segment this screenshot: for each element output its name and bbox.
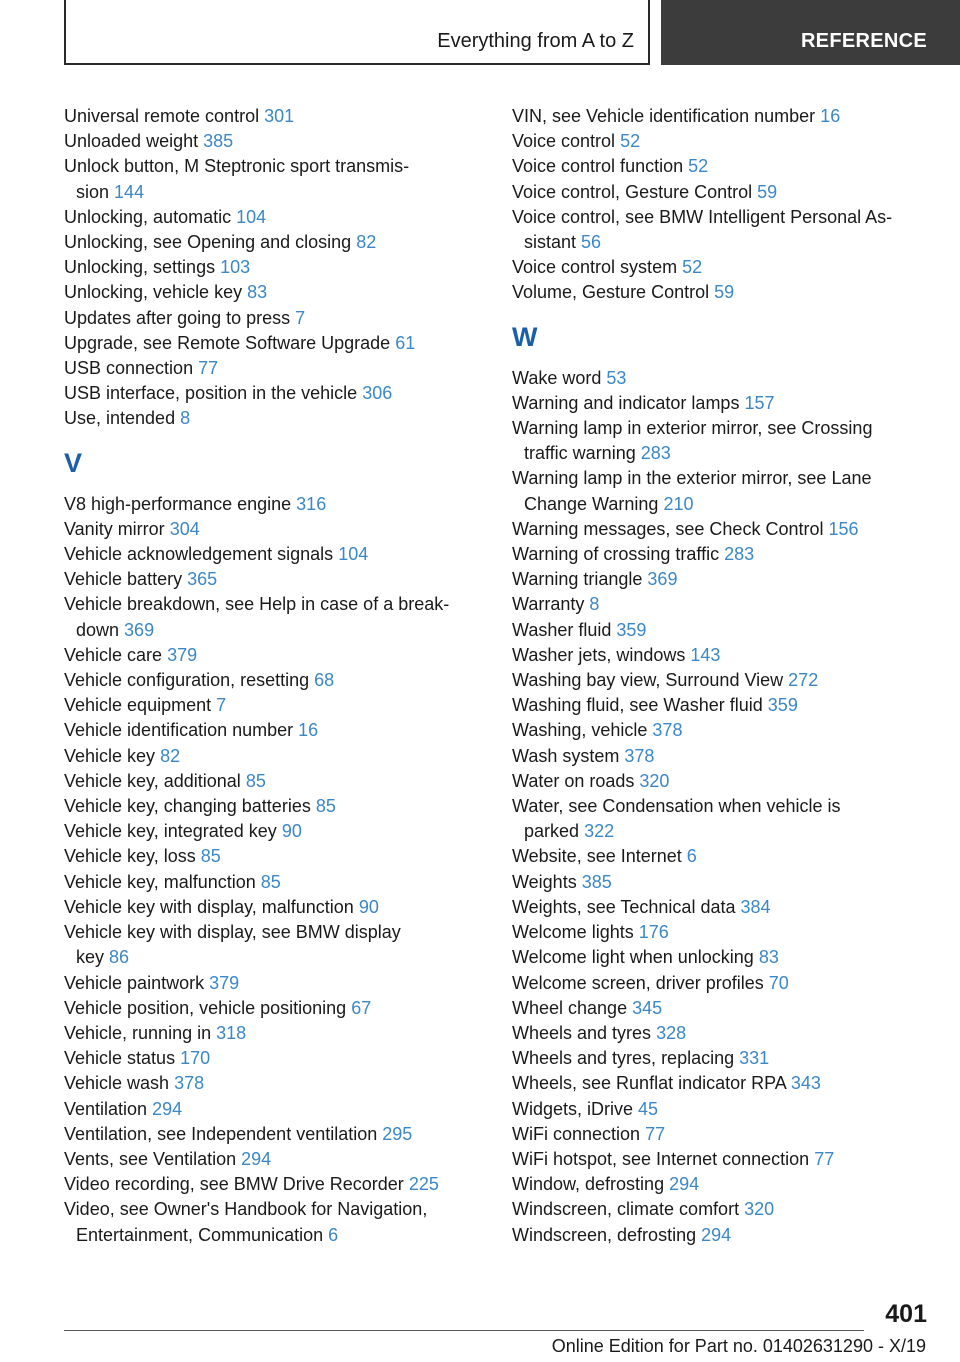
index-entry-text: Warning and indicator lamps — [512, 392, 740, 413]
index-entry — [512, 391, 932, 416]
page-reference-link[interactable]: 294 — [241, 1148, 272, 1169]
index-entry-text: Water, see Condensation when vehicle is — [512, 796, 841, 817]
index-entry — [64, 718, 474, 743]
index-entry — [64, 1147, 474, 1172]
page-reference-link[interactable]: 86 — [109, 947, 130, 968]
index-entry-text: Website, see Internet — [512, 846, 682, 867]
index-entry-text: key — [76, 947, 105, 968]
index-entry — [64, 819, 474, 844]
index-entry-text: Vehicle equipment — [64, 695, 212, 716]
index-entry-text: Wheels and tyres — [512, 1022, 652, 1043]
index-entry — [64, 1122, 474, 1147]
index-entry — [512, 1122, 932, 1147]
index-entry — [64, 230, 474, 255]
index-entry-text: Warning messages, see Check Control — [512, 518, 824, 539]
header-title-box — [64, 0, 650, 65]
index-entry-text: V8 high-performance engine — [64, 493, 292, 514]
index-entry — [512, 567, 932, 592]
index-entry-text: Vehicle wash — [64, 1073, 170, 1094]
index-entry-text: Vehicle key, changing batteries — [64, 796, 311, 817]
index-entry — [64, 744, 474, 769]
page-reference-link[interactable]: 294 — [152, 1098, 183, 1119]
index-entry — [512, 129, 932, 154]
page-reference-link[interactable]: 272 — [788, 670, 819, 691]
page-reference-link[interactable]: 16 — [820, 106, 841, 126]
index-entry — [512, 154, 932, 179]
page-reference-link[interactable]: 369 — [647, 569, 678, 590]
index-entry — [64, 492, 474, 517]
page-reference-link[interactable]: 45 — [638, 1098, 659, 1119]
index-entry — [512, 1197, 932, 1222]
index-entry — [512, 945, 932, 970]
index-entry-text: Welcome lights — [512, 922, 634, 943]
index-entry-text: Washing bay view, Surround View — [512, 670, 784, 691]
index-entry — [512, 971, 932, 996]
index-entry-text: traffic warning — [524, 443, 636, 464]
index-entry — [64, 331, 474, 356]
index-entry — [64, 844, 474, 869]
index-entry — [512, 996, 932, 1021]
page-reference-link[interactable]: 85 — [245, 770, 266, 791]
index-entry-text: Vehicle, running in — [64, 1022, 212, 1043]
index-entry-text: Upgrade, see Remote Software Upgrade — [64, 332, 391, 353]
page-reference-link[interactable]: 294 — [701, 1224, 732, 1245]
index-entry-text: Unloaded weight — [64, 131, 199, 152]
page-reference-link[interactable]: 77 — [198, 358, 219, 379]
index-entry-text: Entertainment, Communication — [76, 1224, 324, 1245]
index-entry-text: Warranty — [512, 594, 585, 615]
index-entry — [512, 517, 932, 542]
index-entry-text: USB connection — [64, 358, 194, 379]
index-entry-text: Ventilation — [64, 1098, 148, 1119]
page-reference-link[interactable]: 156 — [828, 518, 859, 539]
header-title: Everything from A to Z — [437, 30, 634, 52]
page-reference-link[interactable]: 6 — [328, 1224, 339, 1245]
index-entry — [512, 1097, 932, 1122]
index-entry-text: Vehicle key with display, see BMW display — [64, 922, 401, 943]
index-entry-text: Volume, Gesture Control — [512, 282, 710, 303]
index-entry — [512, 1046, 932, 1071]
index-entry-text: Ventilation, see Independent ventilation — [64, 1123, 378, 1144]
index-entry-text: Unlocking, automatic — [64, 206, 232, 227]
index-entry — [512, 668, 932, 693]
page-reference-link[interactable]: 369 — [124, 619, 155, 640]
index-entry-text: Wheels and tyres, replacing — [512, 1048, 735, 1069]
index-entry-text: Voice control function — [512, 156, 684, 177]
index-entry — [512, 280, 932, 305]
page-reference-link[interactable]: 225 — [408, 1174, 439, 1195]
page-reference-link[interactable]: 85 — [200, 846, 221, 867]
index-entry — [64, 920, 474, 970]
index-entry-text: down — [76, 619, 120, 640]
page-reference-link[interactable]: 359 — [767, 695, 798, 716]
index-entry-text: Unlock button, M Steptronic sport transmis- — [64, 156, 410, 177]
page-reference-link[interactable]: 103 — [220, 257, 251, 278]
index-entry-text: Vehicle position, vehicle positioning — [64, 997, 347, 1018]
index-entry — [64, 895, 474, 920]
index-entry-text: Vents, see Ventilation — [64, 1148, 237, 1169]
index-entry-text: Warning of crossing traffic — [512, 544, 720, 565]
index-entry — [512, 542, 932, 567]
index-entry-text: VIN, see Vehicle identification number — [512, 106, 816, 126]
index-entry-text: Vehicle acknowledgement signals — [64, 544, 334, 565]
index-entry-text: Video recording, see BMW Drive Recorder — [64, 1174, 404, 1195]
index-entry-text: Vehicle identification number — [64, 720, 294, 741]
index-entry-text: Washer jets, windows — [512, 644, 686, 665]
index-entry-text: Vehicle key, loss — [64, 846, 196, 867]
index-entry — [512, 1223, 932, 1248]
index-entry — [512, 466, 932, 516]
page-reference-link[interactable]: 85 — [260, 871, 281, 892]
index-entry-text: Vehicle breakdown, see Help in case of a break- — [64, 594, 450, 615]
index-entry-text: Wheels, see Runflat indicator RPA — [512, 1073, 786, 1094]
page-reference-link[interactable]: 77 — [814, 1148, 835, 1169]
page-reference-link[interactable]: 384 — [740, 896, 771, 917]
index-entry — [512, 844, 932, 869]
index-entry — [512, 1021, 932, 1046]
page-reference-link[interactable]: 294 — [669, 1174, 700, 1195]
index-entry — [512, 870, 932, 895]
page-reference-link[interactable]: 52 — [688, 156, 709, 177]
index-entry-text: Voice control, Gesture Control — [512, 181, 753, 202]
page-reference-link[interactable]: 90 — [358, 896, 379, 917]
page-reference-link[interactable]: 318 — [216, 1022, 247, 1043]
page-reference-link[interactable]: 378 — [174, 1073, 205, 1094]
footer-edition-text: Online Edition for Part no. 01402631290 - X/19 — [551, 1336, 926, 1356]
index-entry — [512, 255, 932, 280]
page-reference-link[interactable]: 304 — [169, 518, 200, 539]
header-section-label: REFERENCE — [800, 30, 927, 52]
index-entry — [64, 1097, 474, 1122]
index-entry-text: Windscreen, defrosting — [512, 1224, 697, 1245]
index-entry-text: Video, see Owner's Handbook for Navigation, — [64, 1199, 428, 1220]
index-entry-text: Vehicle care — [64, 644, 163, 665]
page-reference-link[interactable]: 283 — [724, 544, 755, 565]
page-reference-link[interactable]: 320 — [639, 770, 670, 791]
page-reference-link[interactable]: 328 — [656, 1022, 687, 1043]
page-reference-link[interactable]: 59 — [757, 181, 778, 202]
page-reference-link[interactable]: 104 — [338, 544, 369, 565]
index-entry-text: Vehicle paintwork — [64, 972, 205, 993]
page-reference-link[interactable]: 176 — [638, 922, 669, 943]
page-reference-link[interactable]: 61 — [395, 332, 416, 353]
page-reference-link[interactable]: 83 — [247, 282, 268, 303]
index-entry-text: WiFi connection — [512, 1123, 641, 1144]
index-entry-text: Washing fluid, see Washer fluid — [512, 695, 763, 716]
index-entry — [512, 1071, 932, 1096]
page-reference-link[interactable]: 210 — [663, 493, 694, 514]
index-entry-text: Weights — [512, 871, 577, 892]
page-reference-link[interactable]: 53 — [606, 367, 627, 388]
index-entry — [64, 356, 474, 381]
page-reference-link[interactable]: 378 — [652, 720, 683, 741]
index-entry — [64, 794, 474, 819]
index-entry — [64, 542, 474, 567]
index-entry — [64, 643, 474, 668]
index-entry — [64, 971, 474, 996]
index-entry-text: Washer fluid — [512, 619, 612, 640]
index-entry — [512, 920, 932, 945]
page-reference-link[interactable]: 52 — [620, 131, 641, 152]
index-entry-text: Windscreen, climate comfort — [512, 1199, 740, 1220]
footer-divider — [64, 1330, 864, 1331]
index-entry — [64, 567, 474, 592]
index-entry — [512, 769, 932, 794]
page-reference-link[interactable]: 104 — [236, 206, 267, 227]
index-entry — [512, 693, 932, 718]
index-entry — [64, 306, 474, 331]
index-entry-text: Updates after going to press — [64, 307, 291, 328]
page-reference-link[interactable]: 385 — [581, 871, 612, 892]
index-letter-heading: V — [64, 447, 83, 478]
page-reference-link[interactable]: 6 — [686, 846, 697, 867]
index-entry-text: Vehicle key, additional — [64, 770, 241, 791]
index-entry — [64, 517, 474, 542]
index-entry-text: Weights, see Technical data — [512, 896, 736, 917]
index-entry — [512, 718, 932, 743]
page-reference-link[interactable]: 68 — [314, 670, 335, 691]
index-entry — [64, 769, 474, 794]
index-entry-text: USB interface, position in the vehicle — [64, 383, 358, 404]
page-reference-link[interactable]: 77 — [645, 1123, 666, 1144]
index-entry-text: parked — [524, 821, 580, 842]
index-entry — [64, 154, 474, 204]
index-entry-text: Welcome screen, driver profiles — [512, 972, 764, 993]
index-entry — [64, 280, 474, 305]
index-entry-text: Vehicle key, integrated key — [64, 821, 277, 842]
index-entry — [64, 104, 474, 129]
index-entry — [512, 744, 932, 769]
index-entry-text: sistant — [524, 232, 577, 253]
index-entry-text: Washing, vehicle — [512, 720, 648, 741]
index-entry-text: Voice control — [512, 131, 616, 152]
index-entry — [512, 205, 932, 255]
header-section-box — [661, 0, 960, 65]
page-reference-link[interactable]: 320 — [744, 1199, 775, 1220]
page-reference-link[interactable]: 385 — [203, 131, 234, 152]
index-entry — [64, 406, 474, 431]
index-entry-text: Vehicle status — [64, 1048, 176, 1069]
page-reference-link[interactable]: 83 — [758, 947, 779, 968]
index-entry — [512, 1172, 932, 1197]
index-entry — [512, 643, 932, 668]
page-reference-link[interactable]: 343 — [790, 1073, 821, 1094]
page-reference-link[interactable]: 8 — [589, 594, 600, 615]
page-reference-link[interactable]: 378 — [624, 745, 655, 766]
index-entry — [64, 870, 474, 895]
page-reference-link[interactable]: 56 — [581, 232, 602, 253]
index-entry — [512, 1147, 932, 1172]
index-entry — [512, 592, 932, 617]
page-reference-link[interactable]: 283 — [640, 443, 671, 464]
index-entry — [512, 618, 932, 643]
index-entry-text: Window, defrosting — [512, 1174, 665, 1195]
page-reference-link[interactable]: 379 — [209, 972, 240, 993]
page-reference-link[interactable]: 365 — [187, 569, 218, 590]
index-entry-text: Universal remote control — [64, 106, 260, 126]
index-entry-text: Vehicle key — [64, 745, 156, 766]
index-entry-text: Water on roads — [512, 770, 635, 791]
page-reference-link[interactable]: 331 — [739, 1048, 770, 1069]
page-reference-link[interactable]: 8 — [180, 408, 191, 429]
index-entry-text: WiFi hotspot, see Internet connection — [512, 1148, 810, 1169]
index-entry-text: Use, intended — [64, 408, 176, 429]
index-entry — [512, 180, 932, 205]
index-entry — [512, 895, 932, 920]
index-entry-text: Change Warning — [524, 493, 659, 514]
index-entry — [512, 416, 932, 466]
index-entry-text: Vehicle key, malfunction — [64, 871, 256, 892]
index-entry-text: Voice control system — [512, 257, 678, 278]
index-entry-text: Wake word — [512, 367, 602, 388]
page-number: 401 — [885, 1300, 927, 1328]
index-column-right — [512, 104, 932, 1248]
index-entry — [512, 794, 932, 844]
page-reference-link[interactable]: 301 — [264, 106, 295, 126]
page-reference-link[interactable]: 345 — [632, 997, 663, 1018]
page-reference-link[interactable]: 379 — [167, 644, 198, 665]
index-entry-text: Vehicle key with display, malfunction — [64, 896, 354, 917]
page-reference-link[interactable]: 70 — [768, 972, 789, 993]
index-entry-text: Warning lamp in exterior mirror, see Crossing — [512, 418, 873, 439]
page-reference-link[interactable]: 157 — [744, 392, 775, 413]
page-reference-link[interactable]: 16 — [298, 720, 319, 741]
index-entry — [64, 996, 474, 1021]
page-reference-link[interactable]: 7 — [216, 695, 227, 716]
index-entry-text: Widgets, iDrive — [512, 1098, 634, 1119]
index-entry-text: Warning triangle — [512, 569, 643, 590]
page-reference-link[interactable]: 170 — [180, 1048, 211, 1069]
index-entry-text: Unlocking, settings — [64, 257, 216, 278]
page-reference-link[interactable]: 82 — [160, 745, 181, 766]
index-entry-text: Wash system — [512, 745, 620, 766]
page-reference-link[interactable]: 143 — [690, 644, 721, 665]
index-entry-text: Welcome light when unlocking — [512, 947, 754, 968]
index-letter-heading: W — [512, 321, 538, 352]
page-reference-link[interactable]: 306 — [362, 383, 393, 404]
index-entry — [64, 592, 474, 642]
index-entry-text: sion — [76, 181, 110, 202]
index-entry-text: Warning lamp in the exterior mirror, see Lane — [512, 468, 872, 489]
index-entry — [64, 693, 474, 718]
index-entry-text: Unlocking, vehicle key — [64, 282, 243, 303]
index-entry — [64, 1021, 474, 1046]
index-entry — [64, 129, 474, 154]
page-reference-link[interactable]: 90 — [281, 821, 302, 842]
page-reference-link[interactable]: 295 — [382, 1123, 413, 1144]
page-reference-link[interactable]: 82 — [356, 232, 377, 253]
index-entry-text: Wheel change — [512, 997, 628, 1018]
index-entry-text: Vanity mirror — [64, 518, 165, 539]
page-reference-link[interactable]: 7 — [295, 307, 306, 328]
page-reference-link[interactable]: 316 — [296, 493, 327, 514]
index-entry-text: Unlocking, see Opening and closing — [64, 232, 352, 253]
index-entry-text: Voice control, see BMW Intelligent Personal As- — [512, 206, 893, 227]
index-entry — [64, 668, 474, 693]
index-column-left — [64, 104, 474, 1248]
index-entry-text: Vehicle configuration, resetting — [64, 670, 310, 691]
index-entry — [64, 1172, 474, 1197]
index-entry-text: Vehicle battery — [64, 569, 183, 590]
page-reference-link[interactable]: 144 — [114, 181, 145, 202]
index-entry — [64, 205, 474, 230]
index-entry — [64, 1197, 474, 1247]
page-reference-link[interactable]: 85 — [315, 796, 336, 817]
index-entry — [64, 381, 474, 406]
index-entry — [64, 1071, 474, 1096]
index-entry — [64, 255, 474, 280]
page-reference-link[interactable]: 322 — [584, 821, 615, 842]
index-entry — [64, 1046, 474, 1071]
page-reference-link[interactable]: 67 — [351, 997, 372, 1018]
page-reference-link[interactable]: 52 — [682, 257, 703, 278]
page-reference-link[interactable]: 359 — [616, 619, 647, 640]
index-entry — [512, 104, 932, 129]
index-entry — [512, 366, 932, 391]
page-reference-link[interactable]: 59 — [714, 282, 735, 303]
